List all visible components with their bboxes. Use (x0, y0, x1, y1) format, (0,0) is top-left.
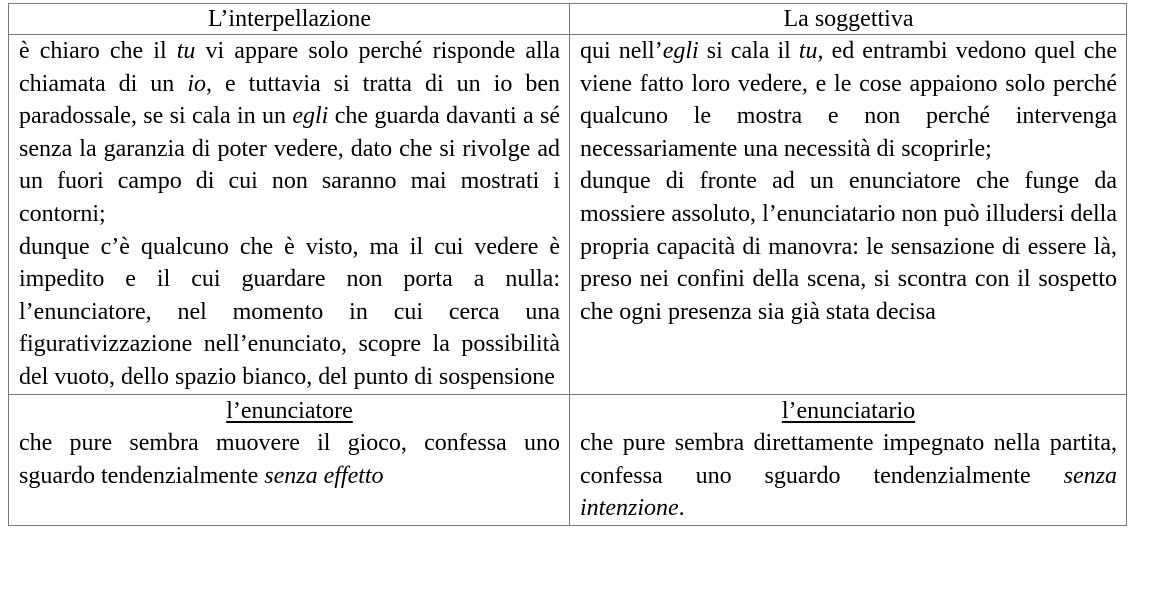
enunciatore-cell (9, 394, 570, 525)
header-row (9, 4, 1127, 35)
header-soggettiva: La soggettiva (570, 4, 1127, 35)
interpellazione-paragraph-1 (19, 35, 560, 231)
comparison-table (8, 3, 1127, 526)
text-run: , ed entrambi vedono quel che viene fatto loro vedere, e le cose appaiono solo perché qualcuno le mostra e non perché intervenga necessariamente una necessità di scoprirle; (580, 38, 1117, 162)
italic-term: io (187, 70, 206, 97)
header-interpellazione: L’interpellazione (9, 4, 570, 35)
interpellazione-cell (9, 35, 570, 395)
enunciatario-text (580, 427, 1117, 525)
text-run: che pure sembra muovere il gioco, confessa uno sguardo tendenzialmente (19, 430, 560, 489)
soggettiva-paragraph-1 (580, 35, 1117, 165)
italic-term: egli (662, 38, 699, 64)
enunciatore-text (19, 427, 560, 492)
italic-term: tu (798, 38, 818, 64)
italic-term: tu (176, 38, 196, 64)
text-run: è chiaro che il (19, 38, 177, 64)
text-run: si cala il (698, 38, 799, 64)
soggettiva-paragraph-2: dunque di fronte ad un enunciatore che funge da mossiere assoluto, l’enunciatario non può illudersi della propria capacità di manovra: le sensazione di essere là, preso nei confini della scena, si scontra con il sospetto che ogni presenza sia già stata decisa (580, 168, 1117, 325)
text-run: che guarda davanti a sé senza la garanzia di poter vedere, dato che si rivolge ad un fuori campo di cui non saranno mai mostrati i contorni; (19, 103, 561, 227)
italic-term: senza intenzione (580, 462, 1117, 522)
enunciatore-heading: l’enunciatore (226, 397, 353, 424)
text-run: , e tuttavia si tratta di un io ben paradossale, se si cala in un (19, 70, 560, 130)
text-run: che pure sembra direttamente impegnato nella partita, confessa uno sguardo tendenzialmente (580, 430, 1117, 489)
text-run: . (678, 495, 685, 522)
text-run: qui nell’ (580, 38, 663, 64)
soggettiva-cell (570, 35, 1127, 395)
enunciatario-heading: l’enunciatario (781, 397, 916, 424)
italic-term: senza effetto (264, 462, 384, 489)
interpellazione-paragraph-2: dunque c’è qualcuno che è visto, ma il cui vedere è impedito e il cui guardare non porta a nulla: l’enunciatore, nel momento in cui cerca una figurativizzazione nell’enunciato, scopre la possibilità del vuoto, dello spazio bianco, del punto di sospensione (19, 233, 560, 390)
bottom-row (9, 394, 1127, 525)
enunciatario-cell (570, 394, 1127, 525)
main-row (9, 35, 1127, 395)
italic-term: egli (292, 103, 329, 130)
text-run: vi appare solo perché risponde alla chiamata di un (19, 38, 560, 97)
